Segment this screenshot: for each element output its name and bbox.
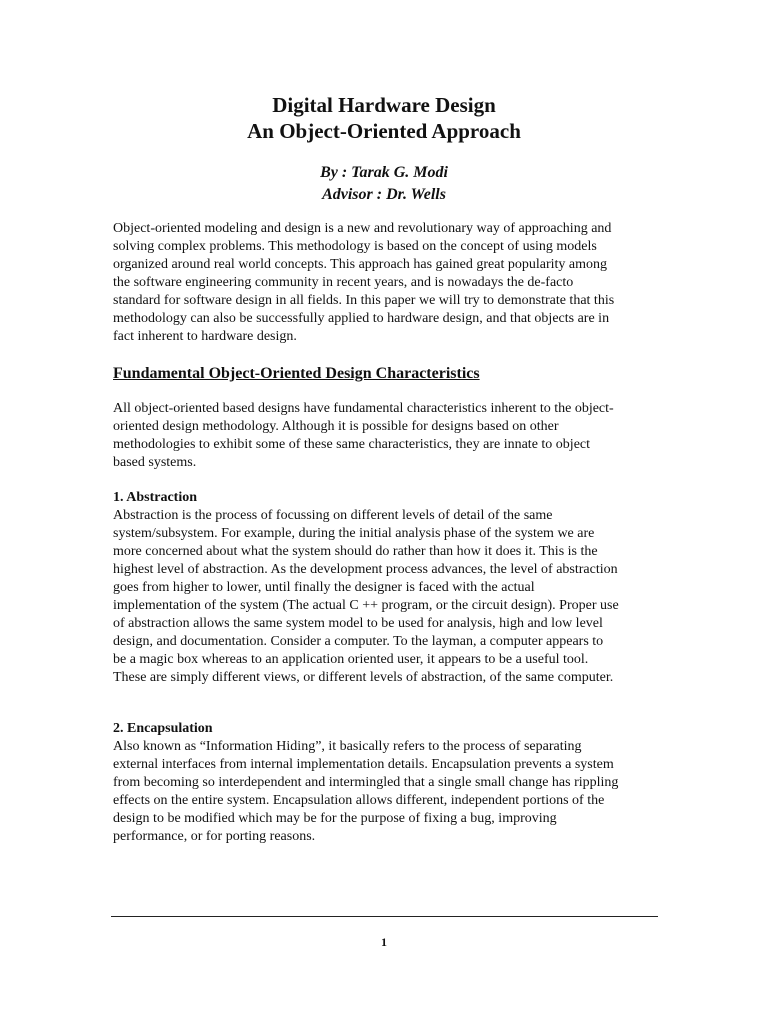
text-line: Abstraction is the process of focussing on different levels of detail of the same bbox=[113, 508, 553, 523]
text-line: Also known as “Information Hiding”, it basically refers to the process of separating bbox=[113, 739, 582, 754]
text-line: be a magic box whereas to an application oriented user, it appears to be a useful tool. bbox=[113, 652, 589, 667]
title-line-1: Digital Hardware Design bbox=[272, 93, 496, 117]
text-line: system/subsystem. For example, during the initial analysis phase of the system we are bbox=[113, 526, 595, 541]
text-line: These are simply different views, or different levels of abstraction, of the same computer. bbox=[113, 670, 614, 685]
text-line: Object-oriented modeling and design is a new and revolutionary way of approaching and bbox=[113, 221, 612, 236]
text-line: organized around real world concepts. This approach has gained great popularity among bbox=[113, 257, 607, 272]
text-line: highest level of abstraction. As the development process advances, the level of abstraction bbox=[113, 562, 618, 577]
text-line: methodology can also be successfully applied to hardware design, and that objects are in bbox=[113, 311, 610, 326]
text-line: oriented design methodology. Although it is possible for designs based on other bbox=[113, 419, 559, 434]
text-line: solving complex problems. This methodology is based on the concept of using models bbox=[113, 239, 597, 254]
text-line: external interfaces from internal implementation details. Encapsulation prevents a system bbox=[113, 757, 614, 772]
text-line: standard for software design in all fields. In this paper we will try to demonstrate that this bbox=[113, 293, 615, 308]
encapsulation-paragraph bbox=[113, 738, 661, 846]
author-line: By : Tarak G. Modi bbox=[320, 164, 448, 181]
intro-paragraph bbox=[113, 220, 661, 346]
text-line: more concerned about what the system should do rather than how it does it. This is the bbox=[113, 544, 598, 559]
text-line: performance, or for porting reasons. bbox=[113, 829, 316, 844]
byline bbox=[0, 162, 768, 206]
encapsulation-heading: 2. Encapsulation bbox=[113, 721, 213, 736]
text-line: fact inherent to hardware design. bbox=[113, 329, 297, 344]
section-heading: Fundamental Object-Oriented Design Characteristics bbox=[113, 365, 480, 382]
text-line: methodologies to exhibit some of these same characteristics, they are innate to object bbox=[113, 437, 591, 452]
text-line: design, and documentation. Consider a computer. To the layman, a computer appears to bbox=[113, 634, 604, 649]
advisor-line: Advisor : Dr. Wells bbox=[322, 186, 446, 203]
text-line: the software engineering community in recent years, and is nowadays the de-facto bbox=[113, 275, 574, 290]
footer-divider bbox=[111, 916, 658, 917]
document-title bbox=[0, 92, 768, 144]
text-line: implementation of the system (The actual C ++ program, or the circuit design). Proper use bbox=[113, 598, 619, 613]
text-line: based systems. bbox=[113, 455, 197, 470]
text-line: design to be modified which may be for the purpose of fixing a bug, improving bbox=[113, 811, 557, 826]
abstraction-paragraph bbox=[113, 507, 661, 687]
text-line: effects on the entire system. Encapsulation allows different, independent portions of the bbox=[113, 793, 605, 808]
text-line: of abstraction allows the same system model to be used for analysis, high and low level bbox=[113, 616, 603, 631]
text-line: goes from higher to lower, until finally the designer is faced with the actual bbox=[113, 580, 535, 595]
section-intro-paragraph bbox=[113, 400, 661, 472]
abstraction-heading: 1. Abstraction bbox=[113, 490, 197, 505]
page-number: 1 bbox=[381, 935, 387, 949]
text-line: All object-oriented based designs have fundamental characteristics inherent to the object- bbox=[113, 401, 614, 416]
text-line: from becoming so interdependent and intermingled that a single small change has rippling bbox=[113, 775, 619, 790]
title-line-2: An Object-Oriented Approach bbox=[247, 119, 521, 143]
